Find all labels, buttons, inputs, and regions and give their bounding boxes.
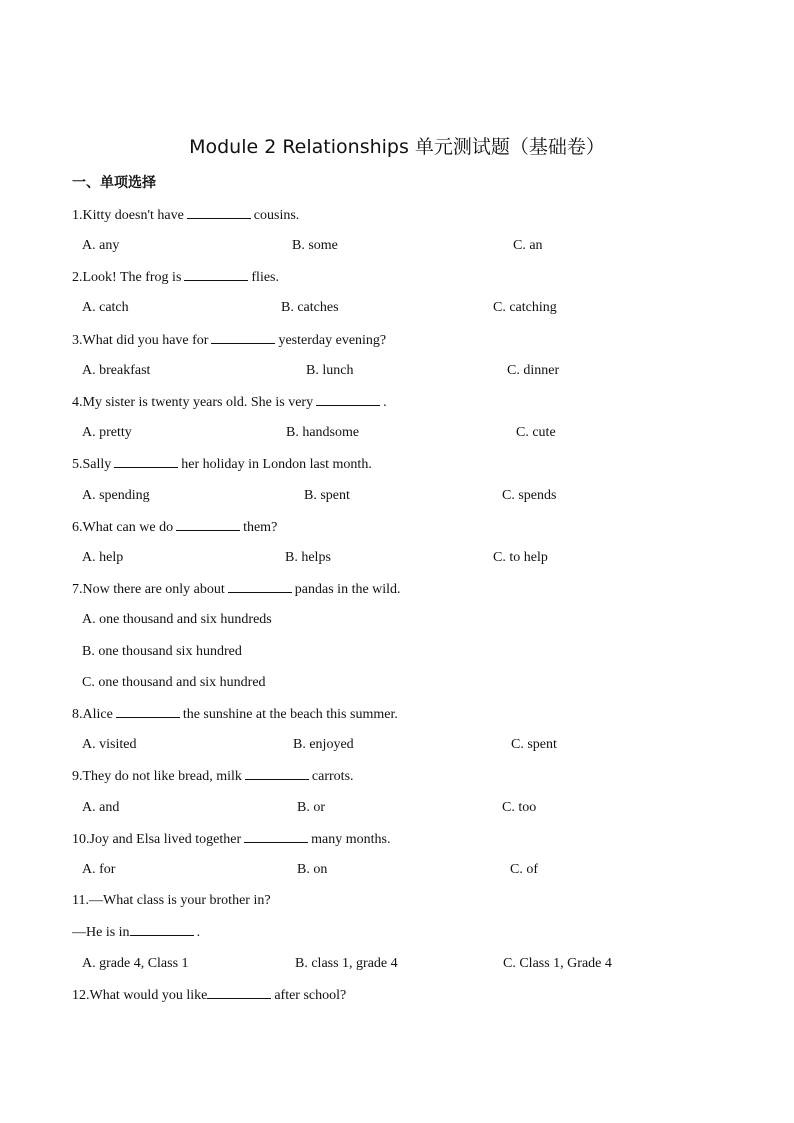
answer-blank [184, 266, 248, 281]
option-a: A. visited [82, 737, 137, 752]
question-text: after school? [274, 988, 347, 1003]
question-2 [0, 266, 794, 288]
option-c: C. spent [511, 737, 557, 752]
answer-blank [187, 204, 251, 219]
answer-blank [244, 828, 308, 843]
answer-blank [207, 984, 271, 999]
option-a: A. help [82, 550, 124, 565]
option-a: A. and [82, 800, 120, 815]
question-text: 6.What can we do [72, 520, 174, 535]
options-9 [0, 797, 794, 819]
question-text: carrots. [311, 769, 354, 784]
question-text: 7.Now there are only about [72, 582, 225, 597]
question-text: them? [243, 520, 278, 535]
options-2 [0, 297, 794, 319]
section-heading: 一、单项选择 [72, 175, 156, 191]
question-text: many months. [311, 832, 391, 847]
options-1 [0, 235, 794, 257]
option-c: C. too [502, 800, 537, 815]
question-12 [0, 984, 794, 1006]
question-text: 10.Joy and Elsa lived together [72, 832, 242, 847]
option-b: B. class 1, grade 4 [295, 956, 398, 971]
option-a: A. pretty [82, 425, 132, 440]
option-a: A. breakfast [82, 363, 151, 378]
options-10 [0, 859, 794, 881]
question-text: flies. [251, 270, 279, 285]
options-11 [0, 953, 794, 975]
question-9 [0, 765, 794, 787]
question-text: 12.What would you like [72, 988, 208, 1003]
answer-blank [245, 765, 309, 780]
option-c: C. cute [516, 425, 556, 440]
question-text: cousins. [253, 208, 300, 223]
option-b: B. catches [281, 300, 339, 315]
answer-blank [228, 578, 292, 593]
question-text: the sunshine at the beach this summer. [182, 707, 398, 722]
option-b: B. lunch [306, 363, 354, 378]
question-text: yesterday evening? [278, 333, 387, 348]
question-text: 3.What did you have for [72, 333, 209, 348]
answer-blank [316, 391, 380, 406]
question-text: pandas in the wild. [294, 582, 401, 597]
answer-blank [114, 453, 178, 468]
option-b: B. enjoyed [293, 737, 354, 752]
question-10 [0, 828, 794, 850]
option-b: B. spent [304, 488, 350, 503]
option-a-line [0, 609, 794, 631]
question-6 [0, 516, 794, 538]
options-5 [0, 485, 794, 507]
question-text: 2.Look! The frog is [72, 270, 182, 285]
option-a: A. grade 4, Class 1 [82, 956, 189, 971]
question-1 [0, 204, 794, 226]
option-b: B. some [292, 238, 338, 253]
question-text: 4.My sister is twenty years old. She is very [72, 395, 314, 410]
option-c: C. dinner [507, 363, 560, 378]
answer-blank [116, 703, 180, 718]
option-c: C. to help [493, 550, 548, 565]
options-4 [0, 422, 794, 444]
option-a: A. spending [82, 488, 150, 503]
question-text: 9.They do not like bread, milk [72, 769, 242, 784]
option-b: B. or [297, 800, 325, 815]
answer-blank [130, 921, 194, 936]
question-4 [0, 391, 794, 413]
option-c: C. spends [502, 488, 557, 503]
question-5 [0, 453, 794, 475]
option-c: C. catching [493, 300, 557, 315]
question-text: 8.Alice [72, 707, 113, 722]
option-c: C. of [510, 862, 538, 877]
question-text: —He is in [72, 925, 130, 940]
question-text: . [383, 395, 387, 410]
question-text: 1.Kitty doesn't have [72, 208, 184, 223]
answer-blank [176, 516, 240, 531]
question-7 [0, 578, 794, 600]
question-text: 11.—What class is your brother in? [72, 893, 271, 908]
option-b-line [0, 641, 794, 663]
option-b: B. on [297, 862, 328, 877]
option-c: C. one thousand and six hundred [82, 675, 266, 690]
question-11 [0, 890, 794, 912]
question-text: her holiday in London last month. [181, 457, 372, 472]
options-8 [0, 734, 794, 756]
option-b: B. handsome [286, 425, 360, 440]
option-c: C. an [513, 238, 543, 253]
question-11-answer [0, 921, 794, 943]
option-a: A. for [82, 862, 116, 877]
options-6 [0, 547, 794, 569]
option-c-line [0, 672, 794, 694]
option-c: C. Class 1, Grade 4 [503, 956, 612, 971]
answer-blank [211, 329, 275, 344]
options-3 [0, 360, 794, 382]
question-text: . [196, 925, 201, 940]
option-a: A. catch [82, 300, 129, 315]
question-text: 5.Sally [72, 457, 112, 472]
option-a: A. one thousand and six hundreds [82, 612, 272, 627]
page-title: Module 2 Relationships 单元测试题（基础卷） [189, 136, 605, 158]
option-b: B. helps [285, 550, 331, 565]
option-a: A. any [82, 238, 120, 253]
option-b: B. one thousand six hundred [82, 644, 242, 659]
question-8 [0, 703, 794, 725]
question-3 [0, 329, 794, 351]
